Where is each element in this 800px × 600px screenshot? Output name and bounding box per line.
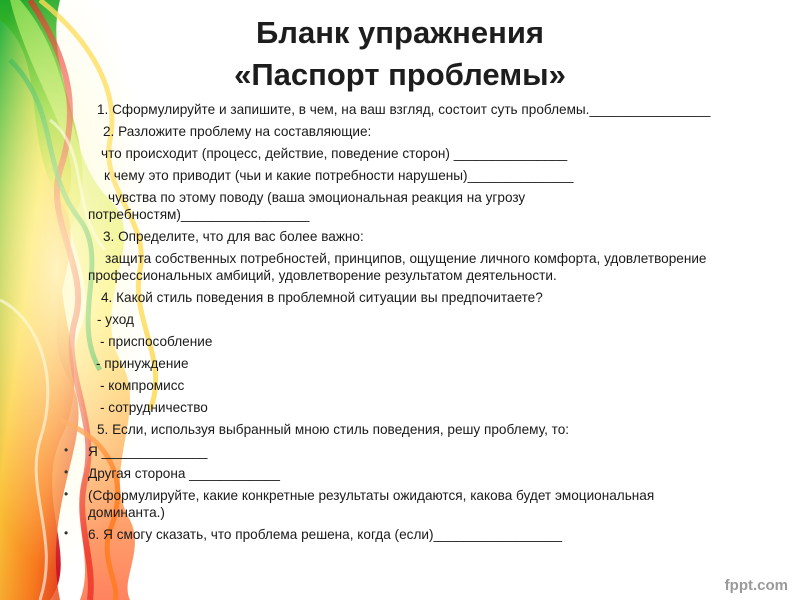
- item-3-options-line-1: защита собственных потребностей, принципов, ощущение личного комфорта, удовлетворение: [105, 251, 707, 266]
- item-3-options-line-2: профессиональных амбиций, удовлетворение результатом деятельности.: [88, 268, 557, 283]
- item-1-formulate-problem: 1. Сформулируйте и запишите, в чем, на ваш взгляд, состоит суть проблемы.________________: [97, 102, 711, 117]
- style-option-cooperation: - сотрудничество: [100, 400, 208, 415]
- bullet-item-6-solved-when: 6. Я смогу сказать, что проблема решена, когда (если)_________________: [88, 527, 563, 542]
- item-2c-feelings-line-2: потребностям)_________________: [88, 207, 310, 222]
- item-3-priority: 3. Определите, что для вас более важно:: [103, 229, 364, 244]
- style-option-accommodation: - приспособление: [100, 334, 213, 349]
- item-2-decompose: 2. Разложите проблему на составляющие:: [103, 124, 372, 139]
- item-4-behavior-style: 4. Какой стиль поведения в проблемной ситуации вы предпочитаете?: [101, 290, 543, 305]
- slide-title: [150, 12, 650, 96]
- bullet-me: Я ______________: [88, 444, 208, 459]
- title-line-2: «Паспорт проблемы»: [234, 57, 566, 92]
- item-2c-feelings-line-1: чувства по этому поводу (ваша эмоциональная реакция на угрозу: [108, 190, 526, 205]
- bullet-icon: •: [64, 443, 69, 457]
- bullet-icon: •: [64, 526, 69, 540]
- title-line-1: Бланк упражнения: [255, 15, 545, 50]
- bullet-icon: •: [64, 487, 69, 501]
- style-option-coercion: - принуждение: [96, 356, 189, 371]
- bullet-results-line-2: доминанта.): [88, 505, 165, 520]
- bullet-icon: •: [64, 465, 69, 479]
- style-option-compromise: - компромисс: [100, 378, 185, 393]
- item-5-if-solved: 5. Если, используя выбранный мною стиль поведения, решу проблему, то:: [97, 422, 570, 437]
- bullet-results-line-1: (Сформулируйте, какие конкретные результаты ожидаются, какова будет эмоциональная: [88, 488, 655, 503]
- footer-watermark: fppt.com: [724, 577, 788, 594]
- bullet-other-side: Другая сторона ____________: [88, 466, 280, 481]
- style-option-avoidance: - уход: [97, 312, 134, 327]
- item-2a-what-happens: что происходит (процесс, действие, поведение сторон) _______________: [101, 146, 568, 161]
- item-2b-consequences: к чему это приводит (чьи и какие потребности нарушены)______________: [104, 168, 574, 183]
